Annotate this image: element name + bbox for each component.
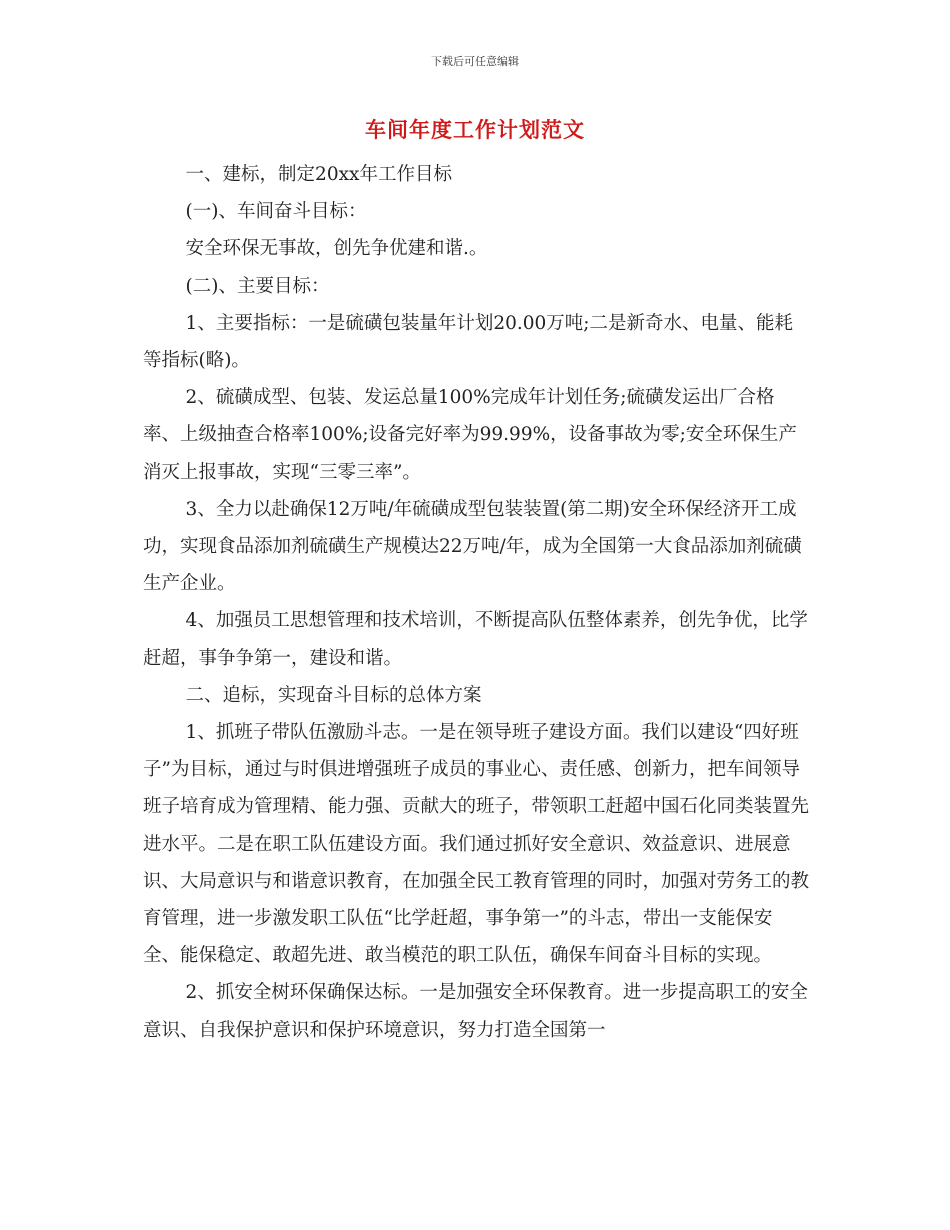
paragraph: 3、全力以赴确保12万吨/年硫磺成型包装装置(第二期)安全环保经济开工成功，实现食品添加剂硫磺生产规模达22万吨/年，成为全国第一大食品添加剂硫磺生产企业。 bbox=[143, 498, 802, 595]
paragraph: 4、加强员工思想管理和技术培训，不断提高队伍整体素养，创先争优，比学赶超，事争争第一，建设和谐。 bbox=[143, 610, 808, 669]
paragraph: (一)、车间奋斗目标： bbox=[185, 201, 367, 223]
paragraph: 1、主要指标：一是硫磺包装量年计划20.00万吨;二是新奇水、电量、能耗等指标(略)。 bbox=[143, 312, 794, 372]
paragraph: 二、追标，实现奋斗目标的总体方案 bbox=[185, 684, 482, 706]
paragraph: 安全环保无事故，创先争优建和谐.。 bbox=[185, 238, 488, 260]
paragraph: (二)、主要目标： bbox=[185, 275, 330, 297]
document-title: 车间年度工作计划范文 bbox=[365, 117, 585, 142]
paragraph: 2、抓安全树环保确保达标。一是加强安全环保教育。进一步提高职工的安全意识、自我保护意识和保护环境意识，努力打造全国第一 bbox=[143, 982, 808, 1041]
paragraph: 一、建标，制定20xx年工作目标 bbox=[185, 164, 452, 185]
paragraph: 2、硫磺成型、包装、发运总量100%完成年计划任务;硫磺发运出厂合格率、上级抽查合格率100%;设备完好率为99.99%，设备事故为零;安全环保生产消灭上报事故，实现“三零三率”。 bbox=[143, 387, 797, 483]
paragraph: 1、抓班子带队伍激励斗志。一是在领导班子建设方面。我们以建设“四好班子”为目标，通过与时俱进增强班子成员的事业心、责任感、创新力，把车间领导班子培育成为管理精、能力强、贡献大的班子，带领职工赶超中国石化同类装置先进水平。二是在职工队伍建设方面。我们通过抓好安全意识、效益意识、进展意识、大局意识与和谐意识教育，在加强全民工教育管理的同时，加强对劳务工的教育管理，进一步激发职工队伍“比学赶超，事争第一”的斗志，带出一支能保安全、能保稳定、敢超先进、敢当模范的职工队伍，确保车间奋斗目标的实现。 bbox=[143, 722, 810, 967]
header-note: 下载后可任意编辑 bbox=[431, 55, 519, 68]
document-body bbox=[143, 156, 809, 1049]
